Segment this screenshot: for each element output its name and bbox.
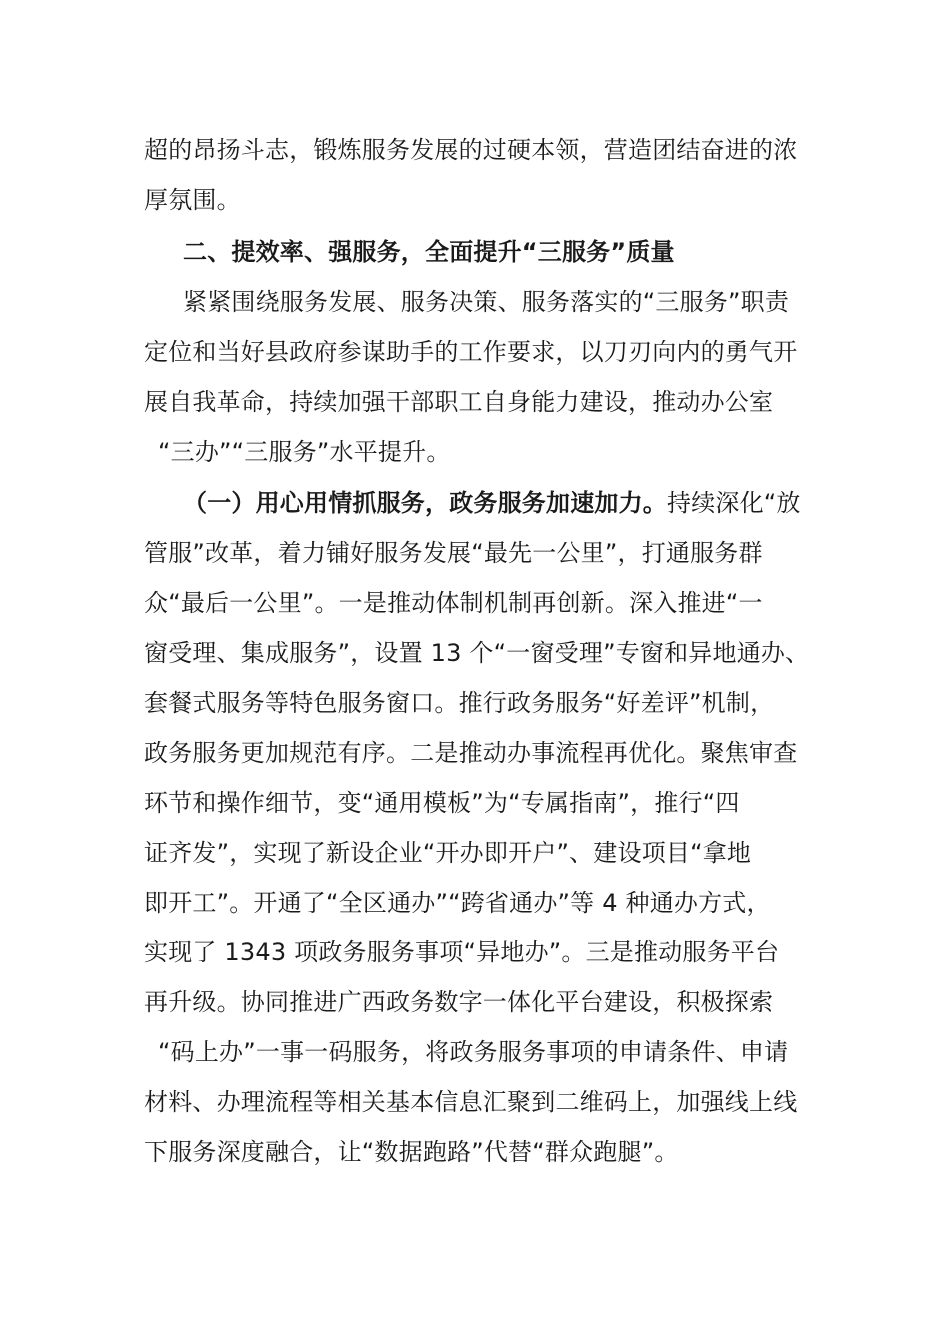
body-text-line: 紧紧围绕服务发展、服务决策、服务落实的“三服务”职责 — [183, 288, 790, 316]
body-text-line: 套餐式服务等特色服务窗口。推行政务服务“好差评”机制， — [144, 689, 775, 717]
body-text-line: 实现了 1343 项政务服务事项“异地办”。三是推动服务平台 — [144, 938, 780, 966]
body-text-line: 超的昂扬斗志，锻炼服务发展的过硬本领，营造团结奋进的浓 — [144, 136, 798, 164]
body-text-line: “三办”“三服务”水平提升。 — [158, 438, 451, 466]
subsection-heading: （一）用心用情抓服务，政务服务加速加力。 — [183, 489, 667, 517]
body-text-line: 即开工”。开通了“全区通办”“跨省通办”等 4 种通办方式， — [144, 889, 771, 917]
body-text-line: 定位和当好县政府参谋助手的工作要求，以刀刃向内的勇气开 — [144, 338, 798, 366]
body-text-line: 窗受理、集成服务”，设置 13 个“一窗受理”专窗和异地通办、 — [144, 639, 810, 667]
body-text-line: 再升级。协同推进广西政务数字一体化平台建设，积极探索 — [144, 988, 774, 1016]
body-text-line: “码上办”一事一码服务，将政务服务事项的申请条件、申请 — [158, 1038, 789, 1066]
body-text-run: 持续深化“放 — [667, 489, 801, 517]
body-text-line: 下服务深度融合，让“数据跑路”代替“群众跑腿”。 — [144, 1138, 679, 1166]
body-text-line: 展自我革命，持续加强干部职工自身能力建设，推动办公室 — [144, 388, 774, 416]
body-text-line: 环节和操作细节，变“通用模板”为“专属指南”，推行“四 — [144, 789, 740, 817]
body-text-line: 政务服务更加规范有序。二是推动办事流程再优化。聚焦审查 — [144, 739, 798, 767]
subsection-line — [183, 486, 801, 520]
body-text-line: 证齐发”，实现了新设企业“开办即开户”、建设项目“拿地 — [144, 839, 752, 867]
body-text-line: 众“最后一公里”。一是推动体制机制再创新。深入推进“一 — [144, 589, 763, 617]
section-heading: 二、提效率、强服务，全面提升“三服务”质量 — [183, 238, 675, 266]
body-text-line: 材料、办理流程等相关基本信息汇聚到二维码上，加强线上线 — [144, 1088, 798, 1116]
body-text-line: 厚氛围。 — [144, 186, 241, 214]
body-text-line: 管服”改革，着力铺好服务发展“最先一公里”，打通服务群 — [144, 539, 763, 567]
